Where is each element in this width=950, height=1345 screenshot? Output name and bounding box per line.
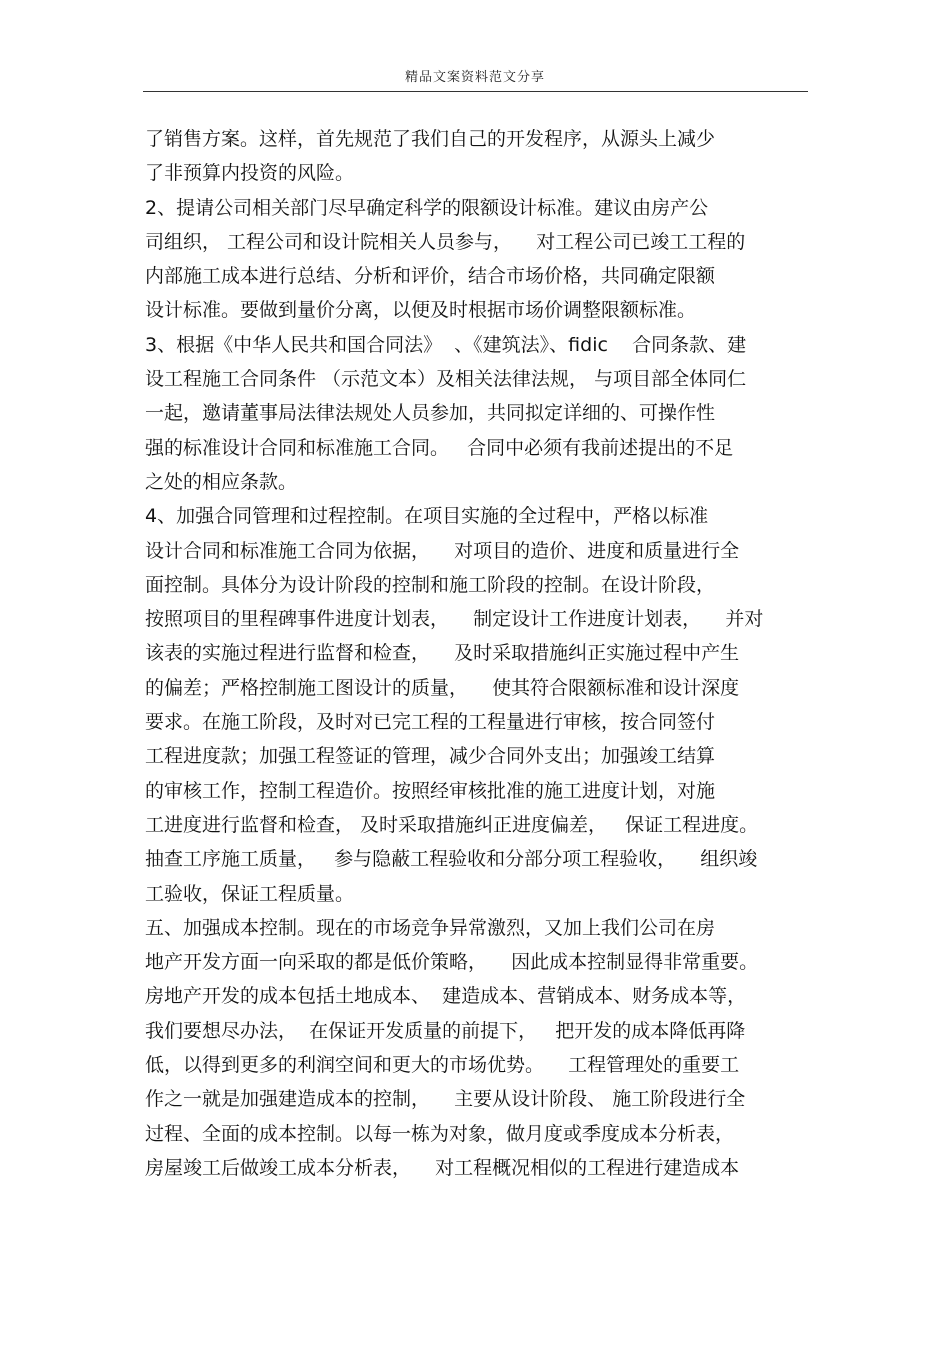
text-line: 设计合同和标准施工合同为依据， 对项目的造价、进度和质量进行全	[145, 539, 740, 562]
text-line: 工验收，保证工程质量。	[145, 882, 355, 905]
text-line: 了非预算内投资的风险。	[145, 162, 355, 185]
text-line: 4、加强合同管理和过程控制。在项目实施的全过程中，严格以标准	[145, 505, 709, 528]
text-line: 内部施工成本进行总结、分析和评价，结合市场价格，共同确定限额	[145, 265, 716, 288]
text-line: 过程、全面的成本控制。以每一栋为对象，做月度或季度成本分析表，	[145, 1122, 735, 1145]
text-line: 3、根据《中华人民共和国合同法》 、《建筑法》、fidic 合同条款、建	[145, 333, 747, 356]
text-line: 面控制。具体分为设计阶段的控制和施工阶段的控制。在设计阶段，	[145, 573, 716, 596]
text-line: 我们要想尽办法， 在保证开发质量的前提下， 把开发的成本降低再降	[145, 1019, 746, 1042]
text-line: 2、提请公司相关部门尽早确定科学的限额设计标准。建议由房产公	[145, 196, 709, 219]
text-line: 之处的相应条款。	[145, 470, 298, 493]
text-line: 地产开发方面一向采取的都是低价策略， 因此成本控制显得非常重要。	[145, 951, 759, 974]
text-line: 了销售方案。这样，首先规范了我们自己的开发程序，从源头上减少	[145, 128, 716, 150]
text-line: 低，以得到更多的利润空间和更大的市场优势。 工程管理处的重要工	[145, 1054, 740, 1077]
text-line: 五、加强成本控制。现在的市场竞争异常激烈，又加上我们公司在房	[145, 916, 716, 939]
page-header: 精品文案资料范文分享	[404, 70, 545, 85]
header-divider	[143, 91, 808, 92]
text-line: 一起，邀请董事局法律法规处人员参加，共同拟定详细的、可操作性	[145, 402, 716, 425]
document-body	[145, 122, 810, 1185]
text-line: 设工程施工合同条件 （示范文本）及相关法律法规， 与项目部全体同仁	[145, 368, 747, 391]
text-line: 的审核工作，控制工程造价。按照经审核批准的施工进度计划，对施	[145, 779, 716, 802]
text-line: 的偏差；严格控制施工图设计的质量， 使其符合限额标准和设计深度	[145, 676, 740, 699]
text-line: 要求。在施工阶段，及时对已完工程的工程量进行审核，按合同签付	[145, 711, 716, 734]
text-line: 抽查工序施工质量， 参与隐蔽工程验收和分部分项工程验收， 组织竣	[145, 848, 758, 871]
text-line: 按照项目的里程碑事件进度计划表， 制定设计工作进度计划表， 并对	[145, 608, 764, 631]
text-line: 司组织， 工程公司和设计院相关人员参与， 对工程公司已竣工工程的	[145, 230, 746, 253]
text-line: 作之一就是加强建造成本的控制， 主要从设计阶段、 施工阶段进行全	[145, 1088, 746, 1111]
text-line: 房屋竣工后做竣工成本分析表， 对工程概况相似的工程进行建造成本	[145, 1156, 740, 1179]
text-line: 工程进度款；加强工程签证的管理，减少合同外支出；加强竣工结算	[145, 745, 716, 768]
text-line: 工进度进行监督和检查， 及时采取措施纠正进度偏差， 保证工程进度。	[145, 813, 759, 836]
text-line: 该表的实施过程进行监督和检查， 及时采取措施纠正实施过程中产生	[145, 642, 740, 665]
text-line: 强的标准设计合同和标准施工合同。 合同中必须有我前述提出的不足	[145, 436, 734, 459]
text-line: 设计标准。要做到量价分离，以便及时根据市场价调整限额标准。	[145, 299, 697, 322]
text-line: 房地产开发的成本包括土地成本、 建造成本、营销成本、财务成本等，	[145, 985, 747, 1008]
